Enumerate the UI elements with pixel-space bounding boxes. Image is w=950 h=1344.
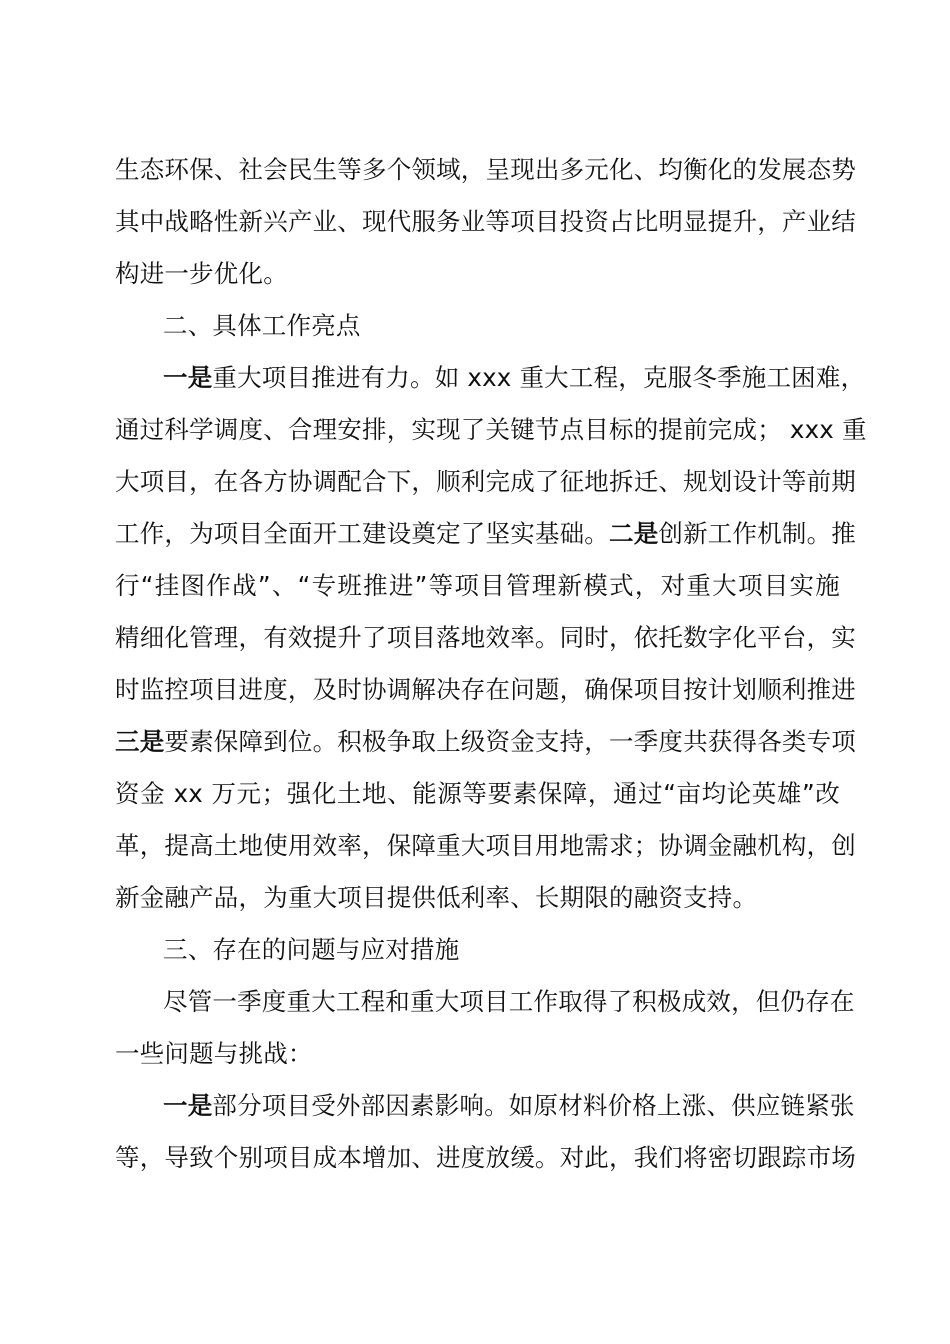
text-line: 其中战略性新兴产业、现代服务业等项目投资占比明显提升，产业结 bbox=[115, 207, 856, 236]
paragraph-line bbox=[163, 362, 866, 394]
bold-lead: 三是 bbox=[115, 727, 165, 756]
text-line: 生态环保、社会民生等多个领域，呈现出多元化、均衡化的发展态势 bbox=[115, 155, 856, 184]
text-span: 工作，为项目全面开工建设奠定了坚实基础。 bbox=[115, 519, 609, 548]
paragraph-line bbox=[115, 518, 857, 550]
bold-lead: 二是 bbox=[609, 519, 659, 548]
text-line: 革，提高土地使用效率，保障重大项目用地需求；协调金融机构，创 bbox=[115, 831, 856, 860]
text-line: 等，导致个别项目成本增加、进度放缓。对此，我们将密切跟踪市场 bbox=[115, 1143, 856, 1172]
section-heading: 二、具体工作亮点 bbox=[163, 311, 361, 340]
text-span: 要素保障到位。积极争取上级资金支持，一季度共获得各类专项 bbox=[164, 727, 857, 756]
text-line: 时监控项目进度，及时协调解决存在问题，确保项目按计划顺利推进 bbox=[115, 675, 856, 704]
text-line: 一些问题与挑战： bbox=[115, 1039, 313, 1068]
text-line: 构进一步优化。 bbox=[115, 259, 288, 288]
text-line: 精细化管理，有效提升了项目落地效率。同时，依托数字化平台，实 bbox=[115, 623, 856, 652]
paragraph-line bbox=[115, 726, 857, 758]
text-span: 部分项目受外部因素影响。如原材料价格上涨、供应链紧张 bbox=[212, 1091, 855, 1120]
bold-lead: 一是 bbox=[163, 363, 213, 392]
section-heading: 三、存在的问题与应对措施 bbox=[163, 935, 460, 964]
text-line: 尽管一季度重大工程和重大项目工作取得了积极成效，但仍存在 bbox=[163, 987, 855, 1016]
text-line: 通过科学调度、合理安排，实现了关键节点目标的提前完成； xxx 重 bbox=[115, 415, 867, 444]
text-line: 行“挂图作战”、“专班推进”等项目管理新模式，对重大项目实施 bbox=[115, 571, 840, 600]
text-line: 新金融产品，为重大项目提供低利率、长期限的融资支持。 bbox=[115, 883, 758, 912]
bold-lead: 一是 bbox=[163, 1091, 213, 1120]
paragraph-line bbox=[163, 1090, 855, 1122]
text-span: 重大项目推进有力。如 xxx 重大工程，克服冬季施工困难， bbox=[212, 363, 866, 392]
text-line: 大项目，在各方协调配合下，顺利完成了征地拆迁、规划设计等前期 bbox=[115, 467, 856, 496]
text-line: 资金 xx 万元；强化土地、能源等要素保障，通过“亩均论英雄”改 bbox=[115, 779, 840, 808]
text-span: 创新工作机制。推 bbox=[658, 519, 857, 548]
